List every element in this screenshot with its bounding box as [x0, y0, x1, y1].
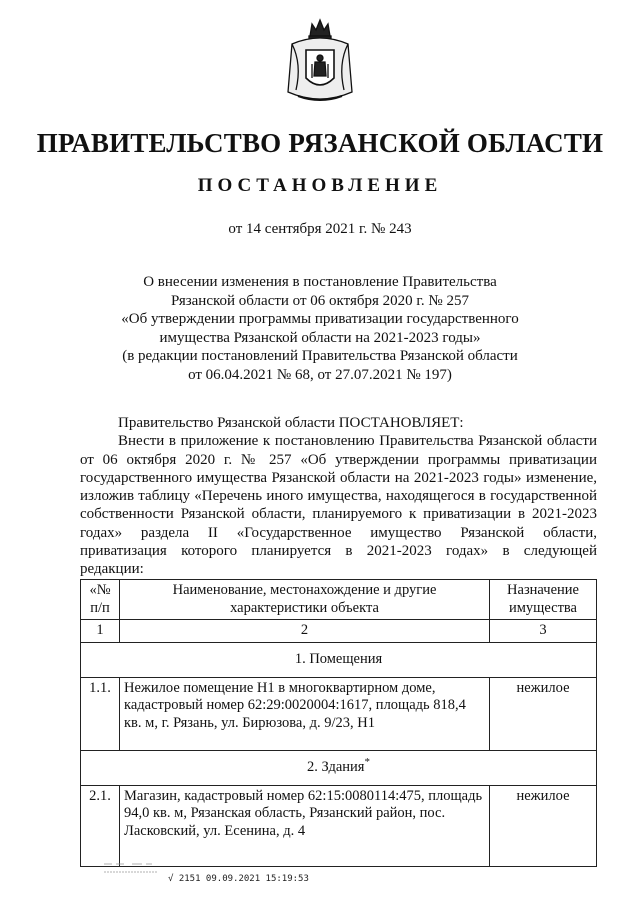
subject-line: «Об утверждении программы приватизации государственного	[121, 311, 519, 328]
header-cell-description: Наименование, местонахождение и другие характеристики объекта	[120, 580, 490, 620]
document-subject	[100, 273, 540, 385]
subject-line: (в редакции постановлений Правительства Рязанской области	[122, 348, 518, 365]
header-cell-purpose: Назначение имущества	[490, 580, 597, 620]
body-line: приватизация которого планируется в 2021-2023 годах» в следующей	[80, 543, 597, 560]
body-line: от 06 октября 2020 г. № 257 «Об утверждении программы приватизации	[80, 451, 597, 468]
resolution-intro: Правительство Рязанской области ПОСТАНОВЛЯЕТ:	[118, 415, 464, 431]
document-date-number: от 14 сентября 2021 г. № 243	[228, 221, 412, 237]
body-line: редакции:	[80, 561, 144, 578]
faded-stamp-mark	[102, 860, 162, 878]
body-line: годах» раздела II «Государственное имущество Рязанской области,	[80, 524, 597, 541]
registration-code: 2151 09.09.2021 15:19:53	[178, 874, 309, 884]
table-section-row	[81, 750, 597, 785]
subject-line: имущества Рязанской области на 2021-2023 годы»	[159, 329, 481, 346]
column-number: 3	[490, 620, 597, 643]
header-cell-number: «№ п/п	[81, 580, 120, 620]
table-row	[81, 785, 597, 866]
body-line: изложив таблицу «Перечень иного имущества, находящегося в государственной	[80, 488, 597, 505]
section-title-text: 2. Здания	[307, 758, 365, 775]
organization-title: ПРАВИТЕЛЬСТВО РЯЗАНСКОЙ ОБЛАСТИ	[36, 128, 604, 158]
row-purpose: нежилое	[490, 677, 597, 750]
table-section-row	[81, 642, 597, 677]
row-description: Магазин, кадастровый номер 62:15:0080114:475, площадь 94,0 кв. м, Рязанская область, Рязанский район, пос. Ласковский, ул. Есенина, д. 4	[120, 785, 490, 866]
property-table	[80, 579, 597, 867]
document-body	[80, 414, 597, 579]
registration-icon: √	[168, 874, 174, 884]
column-number: 1	[81, 620, 120, 643]
section-title	[81, 642, 597, 677]
body-line: государственного имущества Рязанской области на 2021-2023 годы» изменение,	[80, 469, 597, 486]
table-row	[81, 677, 597, 750]
table-column-numbers-row	[81, 620, 597, 643]
coat-of-arms-emblem	[282, 14, 358, 110]
row-purpose: нежилое	[490, 785, 597, 866]
section-title-text: 1. Помещения	[294, 650, 383, 667]
subject-line: О внесении изменения в постановление Правительства	[143, 274, 497, 290]
table-header-row	[81, 580, 597, 620]
row-number: 2.1.	[81, 785, 120, 866]
subject-line: от 06.04.2021 № 68, от 27.07.2021 № 197)	[188, 366, 452, 383]
footnote-asterisk: *	[364, 755, 370, 768]
body-line: собственности Рязанской области, планируемого к приватизации в 2021-2023	[80, 506, 597, 523]
body-line: Внести в приложение к постановлению Правительства Рязанской области	[118, 433, 597, 450]
row-number: 1.1.	[81, 677, 120, 750]
row-description: Нежилое помещение Н1 в многоквартирном доме, кадастровый номер 62:29:0020004:1617, площадь 818,4 кв. м, г. Рязань, ул. Бирюзова, д. 9/23, Н1	[120, 677, 490, 750]
registration-footer	[168, 874, 309, 884]
section-title	[81, 750, 597, 785]
subject-line: Рязанской области от 06 октября 2020 г. № 257	[171, 292, 469, 309]
column-number: 2	[120, 620, 490, 643]
document-type: ПОСТАНОВЛЕНИЕ	[197, 175, 443, 196]
